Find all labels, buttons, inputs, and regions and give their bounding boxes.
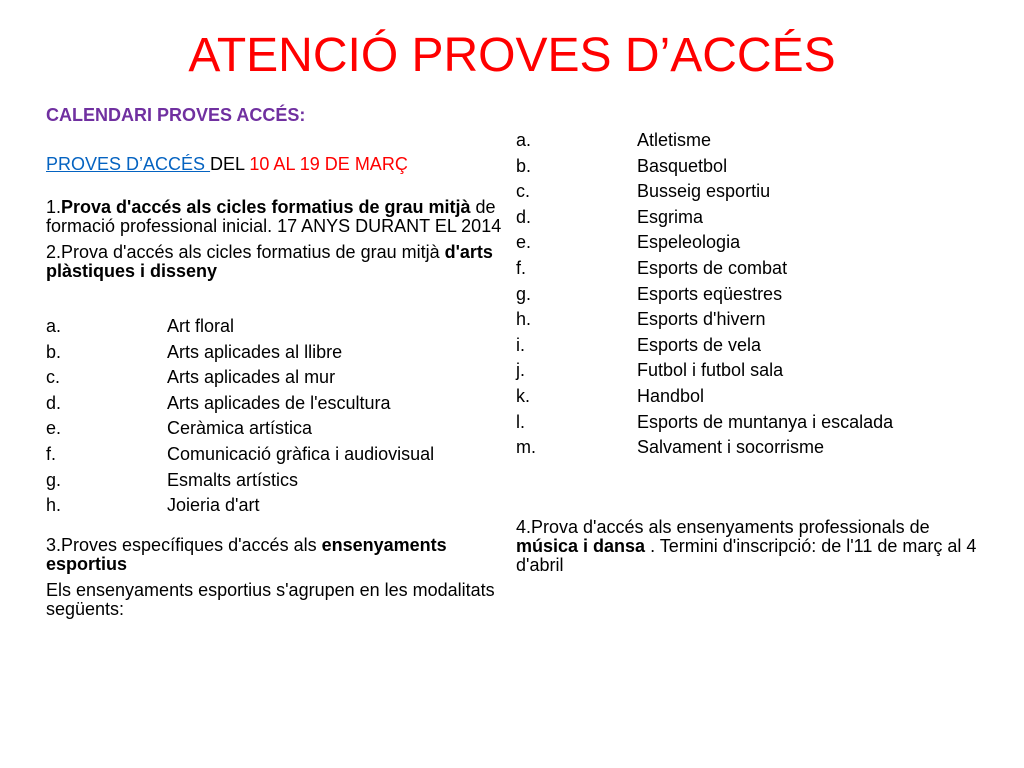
list-letter: g. <box>516 283 532 304</box>
left-column <box>46 106 506 619</box>
list-letter: e. <box>46 418 62 439</box>
list-letter: a. <box>46 316 62 336</box>
list-label: Esmalts artístics <box>167 469 299 490</box>
list-label: Atletisme <box>637 130 712 150</box>
item4-paragraph <box>516 518 986 575</box>
list-label: Espeleologia <box>637 232 741 253</box>
list-letter: g. <box>46 469 62 490</box>
item3-text: 3.Proves específiques d'accés als <box>46 534 322 555</box>
item1-paragraph <box>46 198 506 236</box>
list-letter: e. <box>516 232 532 253</box>
list-label: Salvament i socorrisme <box>637 437 825 458</box>
list-item <box>516 413 986 439</box>
list-label: Busseig esportiu <box>637 181 771 202</box>
list-letter: l. <box>516 411 525 432</box>
list-item <box>516 336 986 362</box>
list-letter: d. <box>46 392 62 413</box>
list-item <box>46 394 506 420</box>
arts-list <box>46 317 506 522</box>
list-label: Comunicació gràfica i audiovisual <box>167 443 435 464</box>
list-letter: b. <box>516 155 532 176</box>
item2-bold: d'arts plàstiques i disseny <box>46 242 493 281</box>
right-column <box>516 131 986 575</box>
list-letter: a. <box>516 130 532 150</box>
list-label: Esports d'hivern <box>637 309 766 330</box>
list-item <box>516 208 986 234</box>
proves-acces-link[interactable]: PROVES D’ACCÉS <box>46 154 211 174</box>
item3-sub: Els ensenyaments esportius s'agrupen en les modalitats següents: <box>46 579 495 619</box>
list-label: Esports de muntanya i escalada <box>637 411 894 432</box>
list-letter: m. <box>516 437 536 458</box>
list-item <box>516 233 986 259</box>
list-letter: h. <box>46 495 62 516</box>
list-letter: f. <box>516 257 527 278</box>
list-letter: c. <box>516 181 531 202</box>
list-letter: j. <box>516 360 525 381</box>
item4-bold: música i dansa <box>516 535 646 556</box>
list-item <box>46 445 506 471</box>
list-item <box>516 259 986 285</box>
list-label: Basquetbol <box>637 155 728 176</box>
list-label: Esports de combat <box>637 257 788 278</box>
list-item <box>46 368 506 394</box>
list-letter: i. <box>516 334 525 355</box>
list-item <box>46 419 506 445</box>
sports-list <box>516 131 986 464</box>
dates-line <box>46 155 506 174</box>
list-label: Ceràmica artística <box>167 418 313 439</box>
item1-num: 1. <box>46 197 62 217</box>
list-letter: d. <box>516 206 532 227</box>
list-label: Art floral <box>167 316 235 336</box>
list-label: Handbol <box>637 385 705 406</box>
list-letter: b. <box>46 341 62 362</box>
list-letter: h. <box>516 309 532 330</box>
list-label: Esports eqüestres <box>637 283 783 304</box>
list-label: Joieria d'art <box>167 495 260 516</box>
list-letter: k. <box>516 385 531 406</box>
item4-rest: . Termini d'inscripció: de l'11 de març al 4 d'abril <box>516 535 977 575</box>
list-item <box>516 157 986 183</box>
list-letter: c. <box>46 367 61 388</box>
list-letter: f. <box>46 443 57 464</box>
list-item <box>46 317 506 343</box>
list-label: Esgrima <box>637 206 704 227</box>
item1-rest: de formació professional inicial. 17 ANYS DURANT EL 2014 <box>46 197 502 236</box>
list-label: Arts aplicades al llibre <box>167 341 343 362</box>
page-title: ATENCIÓ PROVES D’ACCÉS <box>188 29 836 82</box>
list-item <box>516 131 986 157</box>
calendar-heading: CALENDARI PROVES ACCÉS: <box>46 105 306 125</box>
list-item <box>46 343 506 369</box>
item2-paragraph <box>46 243 506 281</box>
list-item <box>516 182 986 208</box>
list-item <box>46 496 506 522</box>
list-item <box>516 387 986 413</box>
list-item <box>516 361 986 387</box>
item3-paragraph <box>46 536 506 574</box>
list-label: Arts aplicades de l'escultura <box>167 392 391 413</box>
list-label: Futbol i futbol sala <box>637 360 784 381</box>
list-item <box>46 471 506 497</box>
item1-bold: Prova d'accés als cicles formatius de grau mitjà <box>61 197 471 217</box>
item2-text: 2.Prova d'accés als cicles formatius de grau mitjà <box>46 242 445 262</box>
item4-text: 4.Prova d'accés als ensenyaments professionals de <box>516 516 930 537</box>
dates-del: DEL <box>210 154 250 174</box>
dates-range: 10 AL 19 DE MARÇ <box>249 154 408 174</box>
list-item <box>516 285 986 311</box>
item3-bold: ensenyaments esportius <box>46 534 447 574</box>
list-item <box>516 438 986 464</box>
list-label: Arts aplicades al mur <box>167 367 336 388</box>
list-label: Esports de vela <box>637 334 762 355</box>
list-item <box>516 310 986 336</box>
